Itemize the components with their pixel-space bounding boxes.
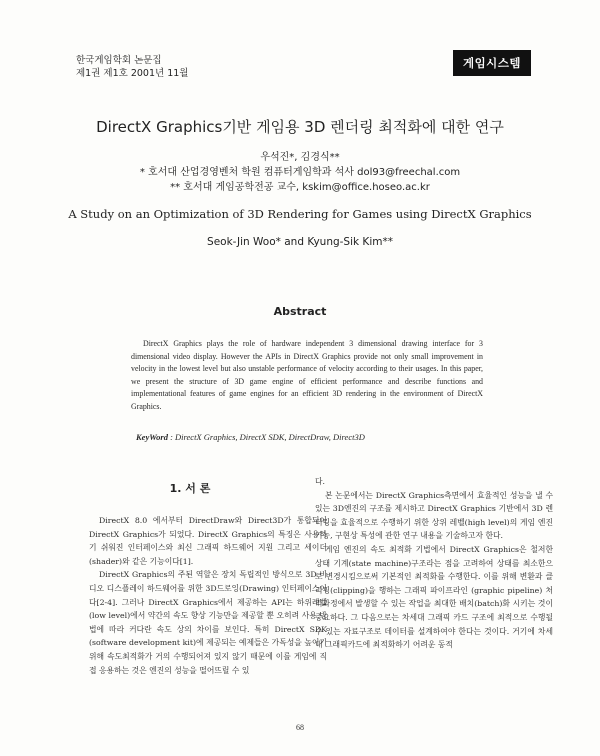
keywords-text: : DirectX Graphics, DirectX SDK, DirectDraw, Direct3D xyxy=(167,432,365,442)
paragraph: DirectX 8.0 에서부터 DirectDraw와 Direct3D가 통합되어 DirectX Graphics가 되었다. DirectX Graphics의 특징은 사용하기 쉬워진 인터페이스와 최신 그래픽 하드웨어 지원 그리고 세이더(shader)와 같은 기능이다[1]. xyxy=(89,516,327,566)
journal-name: 한국게임학회 논문집 xyxy=(76,55,162,66)
author-names: 우석진*, 김경식** xyxy=(260,152,340,163)
keywords xyxy=(136,432,496,442)
page-number: 68 xyxy=(296,723,304,732)
authors-block xyxy=(0,150,600,195)
abstract-heading: Abstract xyxy=(273,305,327,318)
paragraph: 게임 엔진의 속도 최적화 기법에서 DirectX Graphics은 철저한 상태 기계(state machine)구조라는 점을 고려하여 상태를 최소한으로 변경시킴으로써 기본적인 최적화를 수행한다. 이를 위해 변환과 클리핑(clipping)을 행하는 그래픽 파이프라인 (graphic pipeline) 처리과정에서 발생할 수 있는 작업을 최대한 배치(batch)화 시키는 것이 중요하다. 그 다음으로는 차세대 그래픽 카드 구조에 최적으로 수행될 수 있는 자료구조로 데이터를 설계하여야 한다는 것이다. 거기에 차세대 그래픽카드에 최적화하기 어려운 동적 xyxy=(315,544,553,650)
keywords-label: KeyWord xyxy=(136,432,168,442)
section-heading-introduction: 1. 서 론 xyxy=(169,482,211,495)
author-affiliation-1: * 호서대 산업경영벤처 학원 컴퓨터게임학과 석사 dol93@freechal.com xyxy=(139,167,461,178)
category-badge: 게임시스템 xyxy=(453,50,531,76)
paragraph: 다. xyxy=(315,477,326,486)
journal-issue: 제1권 제1호 2001년 11월 xyxy=(76,68,189,79)
paragraph: DirectX Graphics의 주된 역할은 장치 독립적인 방식으로 3D 비디오 디스플레이 하드웨어를 위한 3D드로잉(Drawing) 인터페이스이다[2-4]. 그러나 DirectX Graphics에서 제공하는 API는 하위레벨(low level)에서 약간의 속도 향상 기능만을 제공할 뿐 오히려 사용 방법에 따라 커다란 속도 상의 차이를 보인다. 특히 DirectX SDK (software development kit)에 제공되는 예제들은 가독성을 높이기 위해 속도최적화가 거의 수행되어져 있지 않기 때문에 이를 게임에 직접 응용하는 것은 엔진의 성능을 떨어뜨릴 수 있 xyxy=(89,570,327,675)
journal-header xyxy=(76,54,188,80)
author-names-english: Seok-Jin Woo* and Kyung-Sik Kim** xyxy=(207,236,393,248)
body-column-left xyxy=(89,514,327,728)
body-column-right xyxy=(315,475,553,728)
author-affiliation-2: ** 호서대 게임공학전공 교수, kskim@office.hoseo.ac.kr xyxy=(170,182,430,193)
abstract-body xyxy=(131,338,483,414)
paragraph: 본 논문에서는 DirectX Graphics측면에서 효율적인 성능을 낼 수 있는 3D엔진의 구조를 제시하고 DirectX Graphics 기반에서 3D 렌더링을 효율적으로 수행하기 위한 상위 레벨(high level)의 게임 엔진 기능, 구현상 특성에 관한 연구 내용을 기술하고자 한다. xyxy=(315,490,553,541)
paper-title: DirectX Graphics기반 게임용 3D 렌더링 최적화에 대한 연구 xyxy=(96,118,504,136)
abstract-text: DirectX Graphics plays the role of hardware independent 3 dimensional drawing interface for 3 dimensional video display. However the APIs in DirectX Graphics provide not only small improvement in velocity in the lowest level but also unstable performance of velocity according to their usages. In this paper, we present the structure of 3D game engine of efficient performance and describe functions and implementational features of game engines for an efficient 3D rendering in the environment of DirectX Graphics. xyxy=(131,339,483,411)
paper-title-english: A Study on an Optimization of 3D Rendering for Games using DirectX Graphics xyxy=(68,207,532,221)
